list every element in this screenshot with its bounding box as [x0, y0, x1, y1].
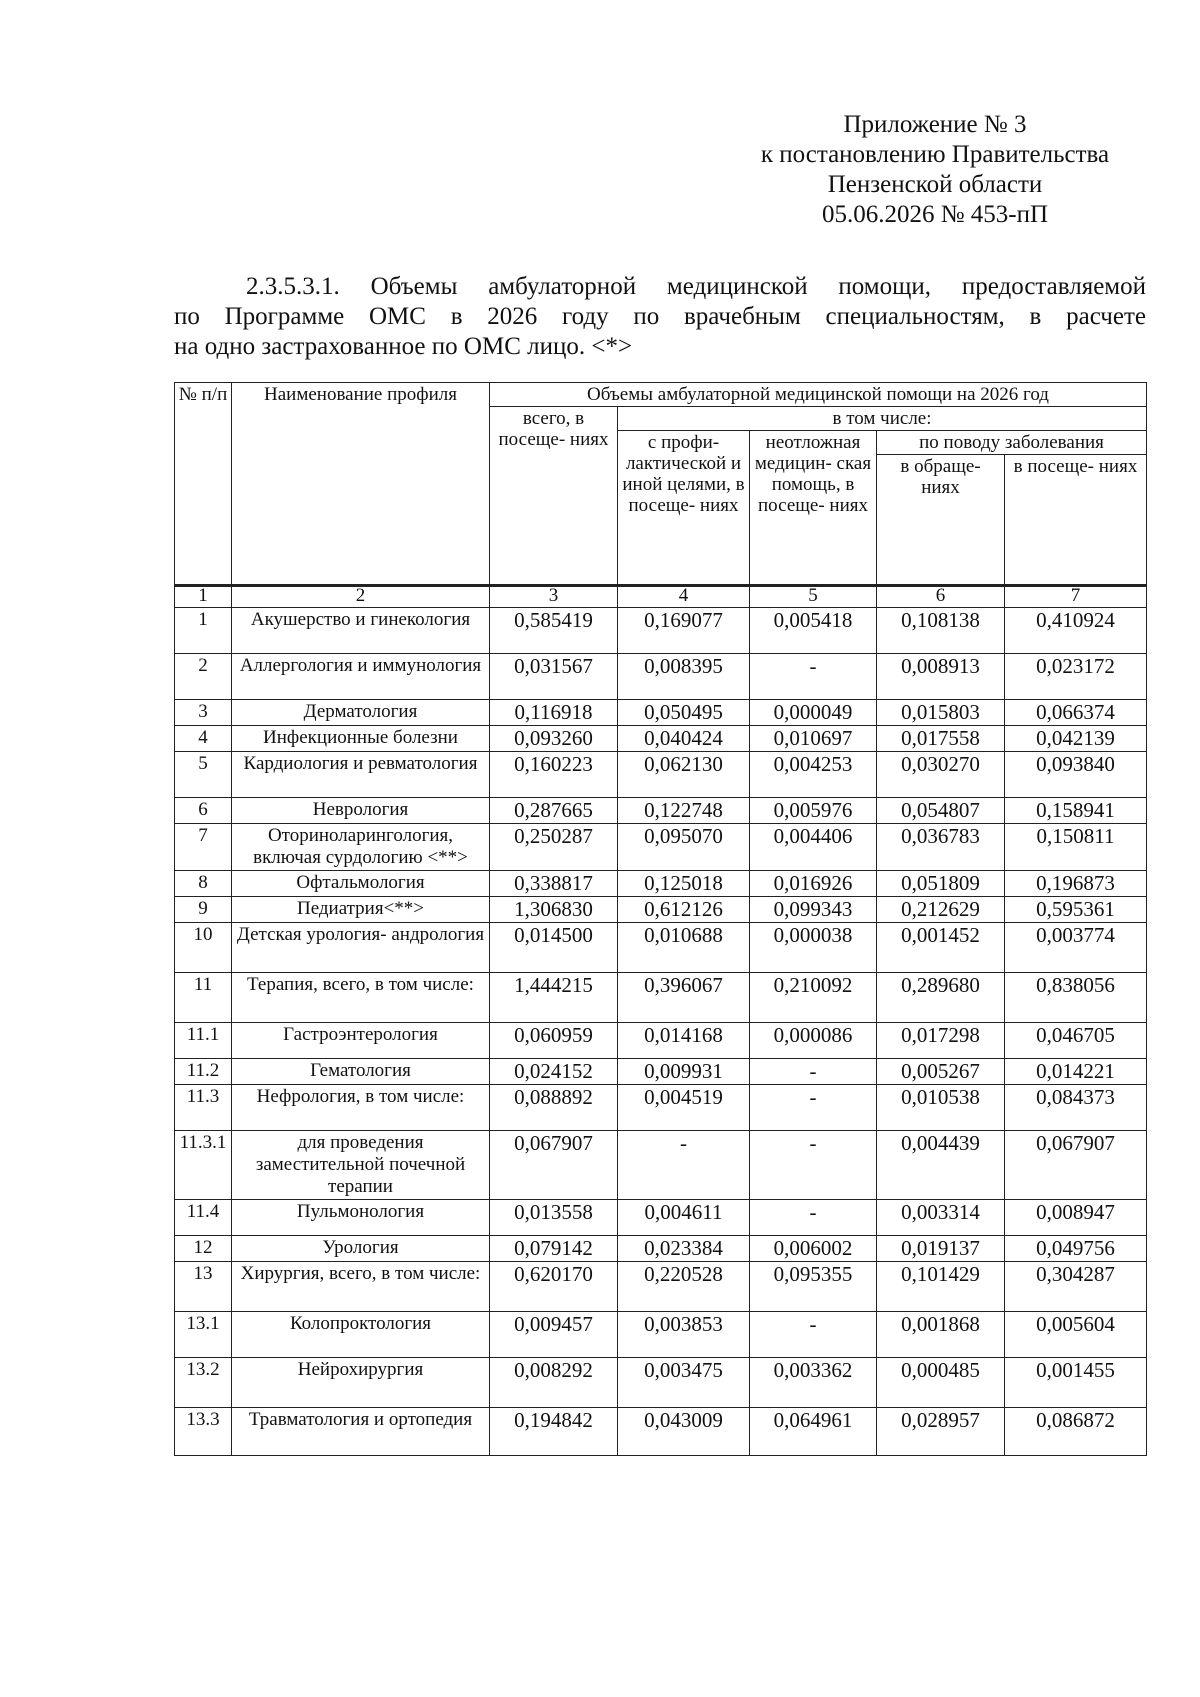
- header-prophylactic: с профи- лактической и иной целями, в посеще- ниях: [618, 431, 750, 585]
- table-row: [175, 1085, 1147, 1131]
- row-number: 13.1: [175, 1312, 232, 1358]
- row-disease-visits: 0,086872: [1005, 1408, 1147, 1456]
- row-profile-name: Нейрохирургия: [232, 1358, 490, 1408]
- row-number: 11.3: [175, 1085, 232, 1131]
- row-number: 7: [175, 824, 232, 871]
- row-total-visits: 0,009457: [490, 1312, 618, 1358]
- table-row: [175, 752, 1147, 798]
- row-total-visits: 0,079142: [490, 1236, 618, 1262]
- table-row: [175, 923, 1147, 973]
- row-prophylactic-visits: 0,008395: [618, 654, 750, 700]
- header-disease-requests: в обраще- ниях: [877, 455, 1005, 585]
- row-disease-visits: 0,084373: [1005, 1085, 1147, 1131]
- row-profile-name: для проведения заместительной почечной терапии: [232, 1131, 490, 1200]
- table-body: [175, 585, 1147, 1456]
- row-disease-requests: 0,017298: [877, 1023, 1005, 1059]
- column-number: 6: [877, 586, 1005, 608]
- row-total-visits: 0,088892: [490, 1085, 618, 1131]
- row-profile-name: Хирургия, всего, в том числе:: [232, 1262, 490, 1312]
- table-row: [175, 1023, 1147, 1059]
- row-profile-name: Инфекционные болезни: [232, 726, 490, 752]
- volumes-table: [174, 382, 1147, 1456]
- appendix-region: Пензенской области: [827, 171, 1043, 198]
- header-volumes: Объемы амбулаторной медицинской помощи на 2026 год: [490, 383, 1147, 407]
- row-number: 11.1: [175, 1023, 232, 1059]
- table-row: [175, 700, 1147, 726]
- row-disease-requests: 0,028957: [877, 1408, 1005, 1456]
- header-num: № п/п: [175, 383, 232, 585]
- row-number: 11: [175, 973, 232, 1023]
- table-row: [175, 897, 1147, 923]
- row-disease-requests: 0,212629: [877, 897, 1005, 923]
- row-number: 11.4: [175, 1200, 232, 1236]
- column-number: 1: [175, 586, 232, 608]
- row-number: 1: [175, 608, 232, 654]
- row-disease-requests: 0,051809: [877, 871, 1005, 897]
- row-profile-name: Кардиология и ревматология: [232, 752, 490, 798]
- header-total: всего, в посеще- ниях: [490, 407, 618, 585]
- row-profile-name: Терапия, всего, в том числе:: [232, 973, 490, 1023]
- row-prophylactic-visits: 0,043009: [618, 1408, 750, 1456]
- row-profile-name: Гематология: [232, 1059, 490, 1085]
- row-prophylactic-visits: 0,396067: [618, 973, 750, 1023]
- row-number: 11.2: [175, 1059, 232, 1085]
- row-disease-visits: 0,003774: [1005, 923, 1147, 973]
- row-prophylactic-visits: 0,220528: [618, 1262, 750, 1312]
- row-disease-visits: 0,014221: [1005, 1059, 1147, 1085]
- table-row: [175, 1059, 1147, 1085]
- row-prophylactic-visits: 0,004611: [618, 1200, 750, 1236]
- column-number: 7: [1005, 586, 1147, 608]
- row-profile-name: Травматология и ортопедия: [232, 1408, 490, 1456]
- row-prophylactic-visits: 0,003853: [618, 1312, 750, 1358]
- row-profile-name: Урология: [232, 1236, 490, 1262]
- row-disease-visits: 0,046705: [1005, 1023, 1147, 1059]
- table-row: [175, 824, 1147, 871]
- table-row: [175, 1408, 1147, 1456]
- table-row: [175, 1262, 1147, 1312]
- row-profile-name: Детская урология- андрология: [232, 923, 490, 973]
- appendix-reference: к постановлению Правительства: [760, 141, 1110, 168]
- row-total-visits: 0,160223: [490, 752, 618, 798]
- row-disease-requests: 0,010538: [877, 1085, 1005, 1131]
- row-number: 12: [175, 1236, 232, 1262]
- row-prophylactic-visits: 0,062130: [618, 752, 750, 798]
- row-disease-requests: 0,289680: [877, 973, 1005, 1023]
- section-heading: [174, 272, 1146, 362]
- row-prophylactic-visits: 0,040424: [618, 726, 750, 752]
- header-profile: Наименование профиля: [232, 383, 490, 585]
- row-profile-name: Педиатрия<**>: [232, 897, 490, 923]
- row-disease-visits: 0,304287: [1005, 1262, 1147, 1312]
- row-urgent-visits: 0,000086: [750, 1023, 877, 1059]
- row-prophylactic-visits: 0,122748: [618, 798, 750, 824]
- appendix-date-number: 05.06.2026 № 453-пП: [821, 201, 1049, 228]
- row-total-visits: 0,024152: [490, 1059, 618, 1085]
- header-disease-visits: в посеще- ниях: [1005, 455, 1147, 585]
- row-number: 2: [175, 654, 232, 700]
- row-disease-requests: 0,001452: [877, 923, 1005, 973]
- row-profile-name: Офтальмология: [232, 871, 490, 897]
- row-urgent-visits: 0,000038: [750, 923, 877, 973]
- row-total-visits: 0,250287: [490, 824, 618, 871]
- row-urgent-visits: 0,099343: [750, 897, 877, 923]
- table-row: [175, 871, 1147, 897]
- row-urgent-visits: -: [750, 654, 877, 700]
- row-number: 10: [175, 923, 232, 973]
- row-total-visits: 0,585419: [490, 608, 618, 654]
- row-urgent-visits: -: [750, 1131, 877, 1200]
- row-urgent-visits: -: [750, 1200, 877, 1236]
- row-disease-visits: 0,023172: [1005, 654, 1147, 700]
- row-disease-requests: 0,015803: [877, 700, 1005, 726]
- row-disease-visits: 0,042139: [1005, 726, 1147, 752]
- row-profile-name: Акушерство и гинекология: [232, 608, 490, 654]
- row-profile-name: Колопроктология: [232, 1312, 490, 1358]
- row-disease-visits: 0,595361: [1005, 897, 1147, 923]
- row-urgent-visits: 0,005418: [750, 608, 877, 654]
- row-urgent-visits: -: [750, 1085, 877, 1131]
- row-total-visits: 0,620170: [490, 1262, 618, 1312]
- row-total-visits: 1,444215: [490, 973, 618, 1023]
- row-prophylactic-visits: 0,009931: [618, 1059, 750, 1085]
- row-disease-visits: 0,049756: [1005, 1236, 1147, 1262]
- row-disease-requests: 0,008913: [877, 654, 1005, 700]
- section-heading-line-3: на одно застрахованное по ОМС лицо. <*>: [174, 333, 633, 360]
- row-urgent-visits: 0,003362: [750, 1358, 877, 1408]
- row-disease-requests: 0,101429: [877, 1262, 1005, 1312]
- row-prophylactic-visits: 0,169077: [618, 608, 750, 654]
- row-prophylactic-visits: 0,125018: [618, 871, 750, 897]
- row-disease-visits: 0,066374: [1005, 700, 1147, 726]
- row-disease-visits: 0,093840: [1005, 752, 1147, 798]
- row-number: 4: [175, 726, 232, 752]
- appendix-title: Приложение № 3: [843, 111, 1027, 138]
- row-urgent-visits: 0,000049: [750, 700, 877, 726]
- row-disease-requests: 0,030270: [877, 752, 1005, 798]
- table-row: [175, 798, 1147, 824]
- table-row: [175, 1200, 1147, 1236]
- header-urgent: неотложная медицин- ская помощь, в посеще- ниях: [750, 431, 877, 585]
- table-row: [175, 654, 1147, 700]
- row-urgent-visits: 0,210092: [750, 973, 877, 1023]
- row-disease-requests: 0,108138: [877, 608, 1005, 654]
- row-disease-visits: 0,196873: [1005, 871, 1147, 897]
- row-prophylactic-visits: -: [618, 1131, 750, 1200]
- row-urgent-visits: 0,004253: [750, 752, 877, 798]
- section-heading-line-2: по Программе ОМС в 2026 году по врачебным специальностям, в расчете: [174, 303, 1146, 330]
- row-urgent-visits: 0,005976: [750, 798, 877, 824]
- row-urgent-visits: 0,016926: [750, 871, 877, 897]
- row-total-visits: 0,093260: [490, 726, 618, 752]
- row-urgent-visits: 0,006002: [750, 1236, 877, 1262]
- row-urgent-visits: 0,064961: [750, 1408, 877, 1456]
- row-profile-name: Гастроэнтерология: [232, 1023, 490, 1059]
- table-row: [175, 1312, 1147, 1358]
- row-prophylactic-visits: 0,612126: [618, 897, 750, 923]
- row-urgent-visits: -: [750, 1059, 877, 1085]
- table-row: [175, 1131, 1147, 1200]
- row-disease-requests: 0,005267: [877, 1059, 1005, 1085]
- row-number: 5: [175, 752, 232, 798]
- row-disease-requests: 0,000485: [877, 1358, 1005, 1408]
- row-total-visits: 0,287665: [490, 798, 618, 824]
- row-number: 9: [175, 897, 232, 923]
- row-disease-requests: 0,019137: [877, 1236, 1005, 1262]
- row-prophylactic-visits: 0,003475: [618, 1358, 750, 1408]
- row-total-visits: 0,338817: [490, 871, 618, 897]
- row-profile-name: Пульмонология: [232, 1200, 490, 1236]
- row-profile-name: Оториноларингология, включая сурдологию <**>: [232, 824, 490, 871]
- row-number: 13.2: [175, 1358, 232, 1408]
- row-number: 6: [175, 798, 232, 824]
- row-number: 13.3: [175, 1408, 232, 1456]
- table-row: [175, 1358, 1147, 1408]
- row-disease-requests: 0,054807: [877, 798, 1005, 824]
- row-urgent-visits: 0,004406: [750, 824, 877, 871]
- column-number: 5: [750, 586, 877, 608]
- row-profile-name: Неврология: [232, 798, 490, 824]
- row-profile-name: Нефрология, в том числе:: [232, 1085, 490, 1131]
- header-including: в том числе:: [618, 407, 1147, 431]
- row-total-visits: 0,013558: [490, 1200, 618, 1236]
- row-number: 13: [175, 1262, 232, 1312]
- row-disease-visits: 0,067907: [1005, 1131, 1147, 1200]
- row-total-visits: 0,008292: [490, 1358, 618, 1408]
- row-total-visits: 0,031567: [490, 654, 618, 700]
- row-disease-visits: 0,838056: [1005, 973, 1147, 1023]
- row-prophylactic-visits: 0,050495: [618, 700, 750, 726]
- column-number: 3: [490, 586, 618, 608]
- column-numbers-row: [175, 586, 1147, 608]
- table-row: [175, 1236, 1147, 1262]
- row-disease-visits: 0,008947: [1005, 1200, 1147, 1236]
- row-total-visits: 0,116918: [490, 700, 618, 726]
- row-prophylactic-visits: 0,095070: [618, 824, 750, 871]
- row-prophylactic-visits: 0,010688: [618, 923, 750, 973]
- row-total-visits: 0,014500: [490, 923, 618, 973]
- row-prophylactic-visits: 0,023384: [618, 1236, 750, 1262]
- row-total-visits: 1,306830: [490, 897, 618, 923]
- row-urgent-visits: -: [750, 1312, 877, 1358]
- row-disease-visits: 0,158941: [1005, 798, 1147, 824]
- row-number: 3: [175, 700, 232, 726]
- row-disease-requests: 0,017558: [877, 726, 1005, 752]
- row-disease-requests: 0,001868: [877, 1312, 1005, 1358]
- row-disease-requests: 0,036783: [877, 824, 1005, 871]
- section-heading-line-1: 2.3.5.3.1. Объемы амбулаторной медицинской помощи, предоставляемой: [246, 273, 1146, 300]
- row-disease-visits: 0,001455: [1005, 1358, 1147, 1408]
- header-disease: по поводу заболевания: [877, 431, 1147, 455]
- row-disease-visits: 0,150811: [1005, 824, 1147, 871]
- table-row: [175, 726, 1147, 752]
- row-disease-requests: 0,003314: [877, 1200, 1005, 1236]
- row-total-visits: 0,060959: [490, 1023, 618, 1059]
- row-urgent-visits: 0,095355: [750, 1262, 877, 1312]
- table-row: [175, 608, 1147, 654]
- row-prophylactic-visits: 0,014168: [618, 1023, 750, 1059]
- column-number: 4: [618, 586, 750, 608]
- table-row: [175, 973, 1147, 1023]
- row-disease-visits: 0,005604: [1005, 1312, 1147, 1358]
- row-profile-name: Аллергология и иммунология: [232, 654, 490, 700]
- row-number: 8: [175, 871, 232, 897]
- row-number: 11.3.1: [175, 1131, 232, 1200]
- row-prophylactic-visits: 0,004519: [618, 1085, 750, 1131]
- row-profile-name: Дерматология: [232, 700, 490, 726]
- column-number: 2: [232, 586, 490, 608]
- row-urgent-visits: 0,010697: [750, 726, 877, 752]
- row-total-visits: 0,067907: [490, 1131, 618, 1200]
- appendix-block: [700, 110, 1170, 230]
- row-total-visits: 0,194842: [490, 1408, 618, 1456]
- row-disease-visits: 0,410924: [1005, 608, 1147, 654]
- row-disease-requests: 0,004439: [877, 1131, 1005, 1200]
